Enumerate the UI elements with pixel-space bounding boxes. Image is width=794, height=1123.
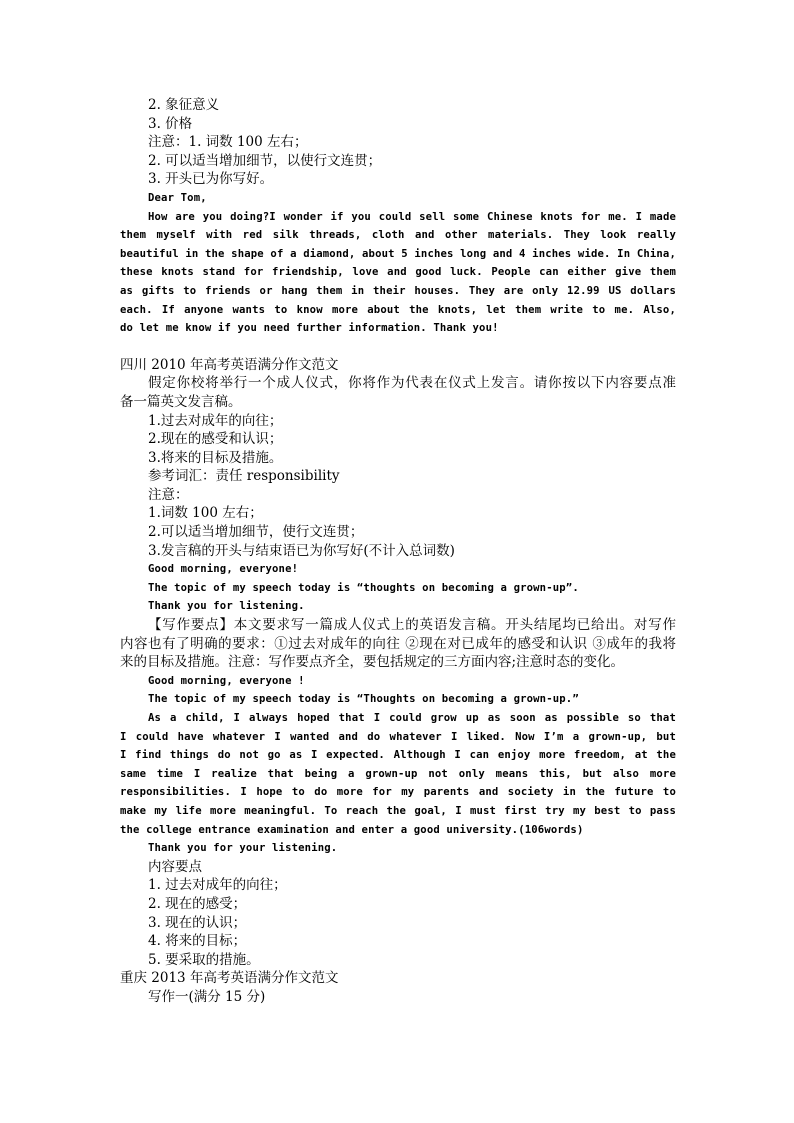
essay-line: same time I realize that being a grown-up not only means this, but also more: [120, 767, 676, 780]
letter-line: beautiful in the shape of a diamond, about 5 inches long and 4 inches wide. In China,: [120, 247, 676, 260]
outline-title: 内容要点: [148, 858, 202, 875]
analysis-line: 来的目标及措施。注意：写作要点齐全，要包括规定的三方面内容;注意时态的变化。: [120, 654, 625, 671]
item-symbolism: 2. 象征意义: [148, 97, 220, 113]
point-item: 1.过去对成年的向往；: [148, 412, 283, 429]
letter-line: do let me know if you need further information. Thank you!: [120, 322, 499, 335]
item-price: 3. 价格: [148, 115, 193, 132]
outline-item: 5. 要采取的措施。: [148, 951, 260, 968]
outline-item: 1. 过去对成年的向往；: [148, 877, 287, 894]
essay-line: As a child, I always hoped that I could grow up as soon as possible so that: [148, 712, 676, 724]
section-1: [120, 96, 676, 338]
essay-line: I could have whatever I wanted and do whatever I liked. Now I’m a grown-up, but: [120, 730, 676, 743]
outline-item: 2. 现在的感受；: [148, 895, 247, 912]
note-item: 2.可以适当增加细节，使行文连贯；: [148, 524, 364, 541]
point-item: 2.现在的感受和认识；: [148, 431, 283, 448]
given-opening: Good morning, everyone!: [148, 563, 299, 576]
letter-salutation: Dear Tom,: [148, 191, 207, 204]
essay-line: responsibilities. I hope to do more for my parents and society in the future to: [120, 786, 676, 799]
vocab-line: 参考词汇：责任 responsibility: [148, 468, 340, 485]
subheading: 写作一(满分 15 分): [148, 988, 266, 1005]
essay-line: the college entrance examination and enter a good university.(106words): [120, 823, 584, 836]
note-word-count: 注意：1. 词数 100 左右；: [148, 134, 308, 151]
letter-line: each. If anyone wants to know more about the knots, let them write to me. Also,: [120, 303, 676, 316]
note-details: 2. 可以适当增加细节，以使行文连贯；: [148, 152, 382, 169]
given-closing: Thank you for listening.: [148, 600, 305, 613]
point-item: 3.将来的目标及措施。: [148, 449, 283, 466]
document-page: [120, 96, 676, 1007]
note-opening: 3. 开头已为你写好。: [148, 171, 274, 188]
note-item: 1.词数 100 左右；: [148, 505, 263, 522]
letter-line: them myself with red silk threads, cloth and other materials. They look really: [120, 229, 676, 242]
spacer: [120, 338, 676, 356]
essay-topic: The topic of my speech today is “Thoughts on becoming a grown-up.”: [148, 693, 579, 706]
essay-line: make my life more meaningful. To reach the goal, I must first try my best to pass: [120, 804, 676, 817]
essay-closing: Thank you for your listening.: [148, 842, 338, 855]
section-2: [120, 356, 676, 970]
prompt-line: 备一篇英文发言稿。: [120, 393, 242, 410]
outline-item: 3. 现在的认识；: [148, 914, 247, 931]
essay-line: I find things do not go as I expected. Although I can enjoy more freedom, at the: [120, 749, 676, 762]
given-topic: The topic of my speech today is “thoughts on becoming a grown-up”.: [148, 581, 579, 594]
section-heading: 四川 2010 年高考英语满分作文范文: [120, 356, 339, 373]
prompt-line: 假定你校将举行一个成人仪式，你将作为代表在仪式上发言。请你按以下内容要点准: [148, 375, 676, 392]
letter-line: How are you doing?I wonder if you could sell some Chinese knots for me. I made: [148, 210, 676, 223]
note-item: 3.发言稿的开头与结束语已为你写好(不计入总词数): [148, 542, 455, 559]
outline-item: 4. 将来的目标；: [148, 933, 247, 950]
analysis-line: 【写作要点】本文要求写一篇成人仪式上的英语发言稿。开头结尾均已给出。对写作: [148, 617, 676, 634]
section-heading: 重庆 2013 年高考英语满分作文范文: [120, 970, 339, 987]
notes-title: 注意：: [148, 486, 189, 503]
letter-line: as gifts to friends or hang them in their houses. They are only 12.99 US dollars: [120, 284, 676, 297]
essay-greeting: Good morning, everyone !: [148, 674, 305, 687]
section-3: [120, 969, 676, 1006]
analysis-line: 内容也有了明确的要求：①过去对成年的向往 ②现在对已成年的感受和认识 ③成年的我将: [120, 635, 676, 652]
letter-line: these knots stand for friendship, love and good luck. People can either give them: [120, 266, 676, 279]
